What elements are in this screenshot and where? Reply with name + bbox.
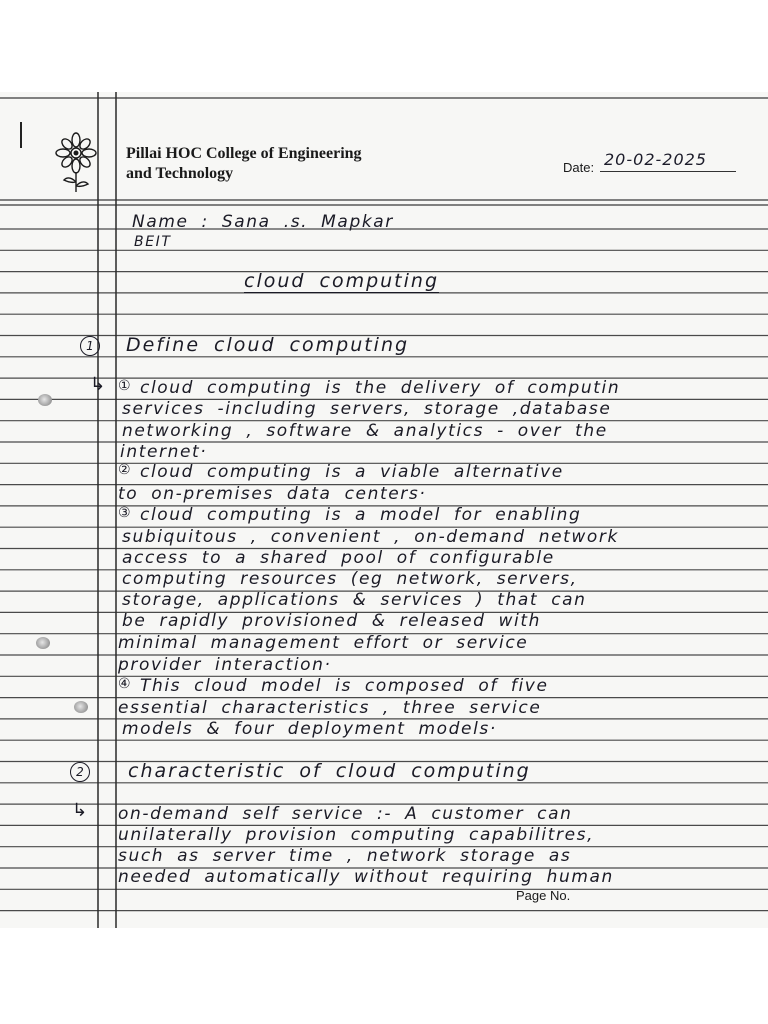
- answer-line: be rapidly provisioned & released with: [122, 611, 542, 631]
- answer-arrow-icon: ↳: [72, 800, 88, 821]
- point-marker-4: ④: [118, 676, 133, 692]
- punch-hole: [38, 394, 52, 406]
- college-name: [126, 144, 362, 184]
- sunflower-logo-icon: [50, 132, 102, 194]
- student-class: BEIT: [134, 234, 172, 250]
- answer-line: minimal management effort or service: [118, 633, 529, 653]
- point-marker-1: ①: [118, 378, 133, 394]
- answer-line: internet·: [120, 442, 208, 462]
- notebook-page: [0, 92, 768, 928]
- corner-mark: [20, 122, 22, 148]
- punch-hole: [36, 637, 50, 649]
- college-line-1: Pillai HOC College of Engineering: [126, 145, 362, 162]
- punch-hole: [74, 701, 88, 713]
- answer-line: such as server time , network storage as: [118, 846, 572, 866]
- answer-line: services -including servers, storage ,database: [122, 399, 612, 419]
- answer-line: essential characteristics , three service: [118, 698, 542, 718]
- date-underline: [600, 171, 736, 172]
- answer-line: cloud computing is a viable alternative: [140, 462, 564, 482]
- question-number-1: 1: [80, 336, 100, 356]
- point-marker-2: ②: [118, 462, 133, 478]
- page-title: cloud computing: [244, 270, 440, 292]
- answer-line: storage, applications & services ) that can: [122, 590, 587, 610]
- answer-line: models & four deployment models·: [122, 719, 497, 739]
- student-name: Name : Sana .s. Mapkar: [132, 212, 394, 232]
- question-number-2: 2: [70, 762, 90, 782]
- page-number-label: Page No.: [516, 888, 571, 903]
- date-label: Date:: [563, 160, 595, 175]
- answer-line: unilaterally provision computing capabilitres,: [118, 825, 595, 845]
- answer-line: on-demand self service :- A customer can: [118, 804, 573, 824]
- date-value: 20-02-2025: [604, 150, 707, 169]
- answer-line: computing resources (eg network, servers,: [122, 569, 578, 589]
- answer-line: networking , software & analytics - over the: [122, 421, 608, 441]
- question-1-heading: Define cloud computing: [126, 334, 410, 356]
- point-marker-3: ③: [118, 505, 133, 521]
- answer-line: cloud computing is a model for enabling: [140, 505, 582, 525]
- answer-line: access to a shared pool of configurable: [122, 548, 555, 568]
- college-line-2: and Technology: [126, 165, 234, 182]
- question-2-heading: characteristic of cloud computing: [128, 760, 531, 782]
- answer-line: to on-premises data centers·: [118, 484, 427, 504]
- answer-arrow-icon: ↳: [90, 374, 106, 395]
- answer-line: This cloud model is composed of five: [140, 676, 549, 696]
- answer-line: cloud computing is the delivery of computin: [140, 378, 621, 398]
- answer-line: provider interaction·: [118, 655, 332, 675]
- answer-line: needed automatically without requiring human: [118, 867, 614, 887]
- answer-line: subiquitous , convenient , on-demand network: [122, 527, 619, 547]
